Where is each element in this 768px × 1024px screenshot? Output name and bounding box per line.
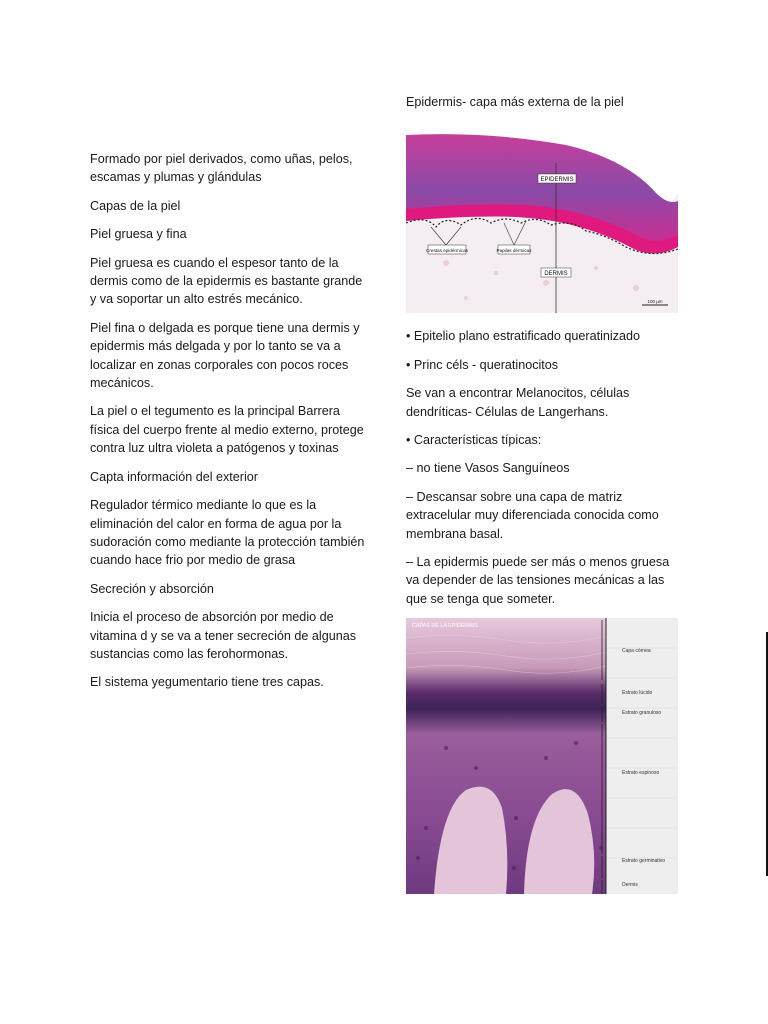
epidermis-micrograph (406, 123, 681, 313)
epidermis-layers-micrograph (406, 618, 681, 894)
list-item: – no tiene Vasos Sanguíneos (406, 461, 570, 476)
paragraph: Secreción y absorción (90, 581, 214, 596)
paragraph: Capta información del exterior (90, 469, 258, 484)
paragraph: El sistema yegumentario tiene tres capas. (90, 675, 324, 690)
layer-label: Estrato granuloso (622, 710, 662, 717)
label-dermis: DERMIS (544, 271, 568, 278)
right-column (406, 93, 681, 904)
paragraph: Capas de la piel (90, 198, 181, 213)
bullet: • Epitelio plano estratificado queratinizado (406, 329, 641, 344)
paragraph: Formado por piel derivados, como uñas, pelos, escamas y plumas y glándulas (90, 152, 353, 185)
layer-label: Estrato espinoso (622, 770, 660, 777)
paragraph: Inicia el proceso de absorción por medio de vitamina d y se va a tener secreción de algunas sustancias como las ferohormonas. (90, 610, 357, 661)
left-column (90, 150, 370, 702)
paragraph: La piel o el tegumento es la principal Barrera física del cuerpo frente al medio externo, protege contra luz ultra violeta a patógenos y toxinas (90, 404, 364, 456)
paragraph: Se van a encontrar Melanocitos, células dendríticas- Células de Langerhans. (406, 386, 630, 419)
label-papilas: Papilas dérmicas (496, 248, 532, 254)
layer-label: Estrato lúcido (622, 690, 653, 697)
scale-bar-label: 100 µm (647, 299, 663, 305)
figure-title: CAPAS DE LA EPIDERMIS (412, 623, 478, 630)
list-item: – Descansar sobre una capa de matriz extracelular muy diferenciada conocida como membrana basal. (406, 489, 659, 541)
bullet: • Características típicas: (406, 433, 542, 448)
label-crestas: Crestas epidérmicas (426, 248, 468, 254)
paragraph: Piel gruesa es cuando el espesor tanto de la dermis como de la epidermis es bastante grande y va soportar un alto estrés mecánico. (90, 255, 363, 307)
list-item: – La epidermis puede ser más o menos gruesa va depender de las tensiones mecánicas a las que se tenga que someter. (406, 555, 670, 606)
layer-label: Capa córnea (622, 648, 651, 655)
bullet: • Princ céls - queratinocitos (406, 357, 559, 372)
paragraph: Regulador térmico mediante lo que es la eliminación del calor en forma de agua por la sudoración como mediante la protección también cuando hace frio por medio de grasa (90, 498, 365, 568)
label-epidermis: EPIDERMIS (540, 177, 574, 184)
paragraph: Piel fina o delgada es porque tiene una dermis y epidermis más delgada y por lo tanto se va a localizar en zonas corporales con pocos roces mecánicos. (90, 320, 360, 391)
layer-label: Estrato germinativo (622, 858, 666, 865)
section-heading: Epidermis- capa más externa de la piel (406, 95, 624, 109)
paragraph: Piel gruesa y fina (90, 227, 187, 242)
layer-label: Dermis (622, 882, 638, 889)
